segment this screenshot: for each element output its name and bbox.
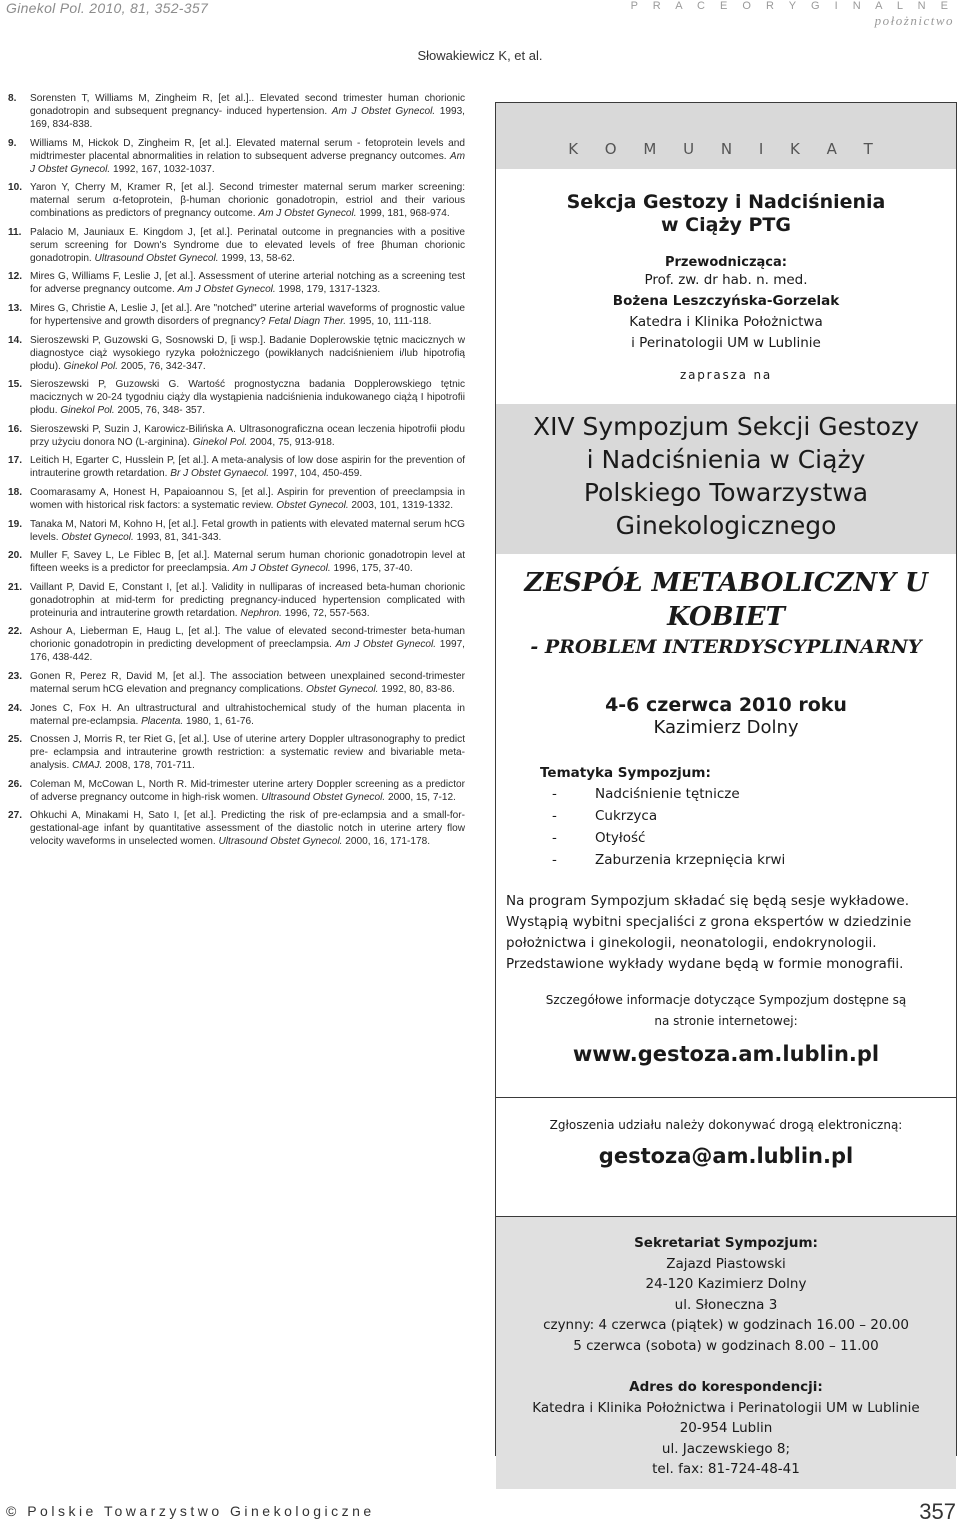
program-line: położnictwa i ginekologii, neonatologii, endokrynologii. bbox=[506, 935, 877, 951]
reference-fragment: Muller F, Savey L, Le Fiblec B, [et al.]. Maternal serum human chorionic gonadotropin level at fifteen weeks is a predictor for preeclampsia. bbox=[30, 550, 465, 575]
symposium-line: Ginekologicznego bbox=[615, 511, 837, 540]
reference-text bbox=[30, 581, 465, 620]
divider bbox=[496, 1097, 956, 1098]
journal-name: Am J Obstet Gynecol. bbox=[258, 208, 357, 220]
section-title: P R A C E O R Y G I N A L N E bbox=[630, 0, 954, 12]
reference-number: 26. bbox=[8, 778, 23, 790]
reference-number: 8. bbox=[8, 93, 17, 104]
reference-fragment: Ohkuchi A, Minakami H, Sato I, [et al.]. Predicting the risk of pre-eclampsia and a small-for-gestational-age infant by quantitative assessment of the diastolic notch in uterine artery flow velocity waveforms in unselected women. bbox=[30, 810, 465, 848]
reference-fragment: 2003, 101, 1319-1332. bbox=[348, 499, 454, 511]
reference-fragment: 2004, 75, 913-918. bbox=[247, 436, 335, 448]
organizer-line-1: Sekcja Gestozy i Nadciśnienia bbox=[566, 191, 886, 213]
journal-name: Placenta. bbox=[141, 715, 184, 727]
reference-text bbox=[30, 702, 465, 728]
reference-item bbox=[8, 302, 465, 328]
reference-number: 16. bbox=[8, 423, 23, 435]
reference-fragment: Coleman M, McCowan L, North R. Mid-trimester uterine artery Doppler screening as a predictor of adverse pregnancy outcome in high-risk women. bbox=[30, 778, 465, 803]
reference-item bbox=[8, 733, 465, 772]
reference-text bbox=[30, 518, 465, 544]
journal-name: Am J Obstet Gynecol. bbox=[232, 563, 331, 575]
reference-item bbox=[8, 270, 465, 296]
reference-number: 12. bbox=[8, 271, 23, 283]
symposium-title bbox=[496, 404, 956, 554]
journal-name: Ultrasound Obstet Gynecol. bbox=[94, 252, 219, 264]
program-description bbox=[496, 891, 956, 975]
topics-title: Tematyka Sympozjum: bbox=[540, 765, 711, 781]
reference-number: 17. bbox=[8, 455, 23, 467]
journal-name: Am J Obstet Gynecol. bbox=[177, 284, 276, 296]
topic-item: - Cukrzyca bbox=[552, 808, 658, 824]
reference-text bbox=[30, 270, 465, 296]
invites-text: zaprasza na bbox=[679, 368, 773, 382]
reference-fragment: 1992, 167, 1032-1037. bbox=[110, 163, 215, 175]
reference-text bbox=[30, 486, 465, 512]
topic-item: - Zaburzenia krzepnięcia krwi bbox=[552, 852, 786, 868]
reference-text bbox=[30, 670, 465, 696]
topic-label: Cukrzyca bbox=[595, 808, 658, 824]
symposium-place: Kazimierz Dolny bbox=[653, 717, 799, 738]
journal-name: Obstet Gynecol. bbox=[61, 531, 134, 543]
topic-item: - Otyłość bbox=[552, 830, 646, 846]
reference-item bbox=[8, 92, 465, 131]
reference-text bbox=[30, 226, 465, 265]
topics-list bbox=[540, 765, 956, 869]
address-line: 20-954 Lublin bbox=[679, 1420, 773, 1436]
reference-number: 27. bbox=[8, 810, 23, 822]
website-link[interactable]: www.gestoza.am.lublin.pl bbox=[572, 1042, 880, 1066]
topic-label: Nadciśnienie tętnicze bbox=[595, 786, 740, 802]
symposium-line: Polskiego Towarzystwa bbox=[583, 478, 869, 507]
reference-fragment: 1995, 10, 111-118. bbox=[346, 315, 432, 327]
reference-fragment: 1998, 179, 1317-1323. bbox=[275, 284, 381, 296]
reference-item bbox=[8, 778, 465, 804]
secretariat-line: 24-120 Kazimierz Dolny bbox=[645, 1276, 807, 1292]
running-authors: Słowakiewicz K, et al. bbox=[417, 48, 543, 63]
reference-number: 15. bbox=[8, 379, 23, 391]
chair-name: Bożena Leszczyńska-Gorzelak bbox=[612, 293, 840, 309]
reference-item bbox=[8, 226, 465, 265]
reference-fragment: 1980, 1, 61-76. bbox=[183, 715, 254, 727]
reference-text bbox=[30, 625, 465, 664]
reference-number: 23. bbox=[8, 670, 23, 682]
reference-fragment: 2000, 16, 171-178. bbox=[342, 836, 431, 848]
reference-fragment: Palacio M, Jauniaux E. Kingdom J, [et al.]. Perinatal outcome in pregnancies with a positive serum screening for Down's Syndrome due to elevated levels of free βhuman chorionic gonadotropin. bbox=[30, 226, 465, 264]
address-line: tel. fax: 81-724-48-41 bbox=[652, 1461, 800, 1477]
address-line: Katedra i Klinika Położnictwa i Perinatologii UM w Lublinie bbox=[532, 1399, 920, 1416]
secretariat-panel bbox=[496, 1216, 956, 1489]
secretariat-line: czynny: 4 czerwca (piątek) w godzinach 16.00 – 20.00 bbox=[543, 1317, 909, 1333]
reference-number: 22. bbox=[8, 626, 23, 638]
reference-text bbox=[30, 181, 465, 220]
reference-fragment: Ashour A, Lieberman E, Haug L, [et al.]. The value of elevated second-trimester beta-human chorionic gonadotropin in predicting development of preeclampsia. bbox=[30, 626, 465, 651]
reference-text bbox=[30, 423, 465, 449]
reference-fragment: Sieroszewski P, Guzowski G. Wartość prognostyczna badania Dopplerowskiego tętnic macicznych w 20-24 tygodniu ciąży dla wystąpienia nadciśnienia indukowanego ciążą I hipotrofii płodu. bbox=[30, 379, 465, 417]
journal-name: Ultrasound Obstet Gynecol. bbox=[261, 791, 386, 803]
reference-item bbox=[8, 454, 465, 480]
journal-name: Ginekol Pol. bbox=[192, 436, 248, 448]
reference-list bbox=[8, 92, 465, 854]
topic-label: Zaburzenia krzepnięcia krwi bbox=[595, 852, 786, 868]
reference-fragment: 1999, 13, 58-62. bbox=[218, 252, 295, 264]
registration-text: Zgłoszenia udziału należy dokonywać drogą elektroniczną: bbox=[549, 1118, 903, 1132]
journal-name: Am J Obstet Gynecol. bbox=[331, 106, 436, 117]
reference-item bbox=[8, 423, 465, 449]
address-line: ul. Jaczewskiego 8; bbox=[661, 1440, 791, 1457]
reference-item bbox=[8, 334, 465, 373]
reference-item bbox=[8, 625, 465, 664]
reference-fragment: 2008, 178, 701-711. bbox=[102, 760, 195, 772]
reference-fragment: 1999, 181, 968-974. bbox=[356, 208, 450, 220]
topic-item: - Nadciśnienie tętnicze bbox=[552, 786, 740, 802]
reference-fragment: 1996, 175, 37-40. bbox=[330, 563, 413, 575]
reference-fragment: Mires G, Williams F, Leslie J, [et al.]. Assessment of uterine arterial notching as a screening test for adverse pregnancy outcome. bbox=[30, 271, 465, 296]
topic-label: Otyłość bbox=[595, 830, 646, 846]
reference-fragment: Mires G, Christie A, Leslie J, [et al.]. Are "notched" uterine arterial waveforms of prognostic value for hypertensive and growth disorders of pregnancy? bbox=[30, 302, 465, 327]
address-title: Adres do korespondencji: bbox=[629, 1379, 823, 1395]
theme-subtitle: - PROBLEM INTERDYSCYPLINARNY bbox=[530, 636, 922, 658]
chair-department-1: Katedra i Klinika Położnictwa bbox=[629, 314, 823, 330]
reference-number: 11. bbox=[8, 226, 22, 238]
reference-number: 19. bbox=[8, 518, 23, 530]
chair-title: Prof. zw. dr hab. n. med. bbox=[644, 272, 808, 288]
reference-number: 18. bbox=[8, 486, 23, 498]
chair-department-2: i Perinatologii UM w Lublinie bbox=[631, 335, 821, 351]
reference-fragment: Leitich H, Egarter C, Husslein P, [et al.]. A meta-analysis of low dose aspirin for the prevention of intrauterine growth retardation. bbox=[30, 455, 465, 480]
reference-item bbox=[8, 809, 465, 848]
journal-name: Am J Obstet Gynecol. bbox=[30, 150, 465, 175]
reference-text bbox=[30, 454, 465, 480]
reference-fragment: Gonen R, Perez R, David M, [et al.]. The association between unexplained second-trimester maternal serum hCG elevation and pregnancy complications. bbox=[30, 670, 465, 695]
reference-item bbox=[8, 378, 465, 417]
reference-item bbox=[8, 581, 465, 620]
symposium-line: i Nadciśnienia w Ciąży bbox=[586, 445, 866, 474]
reference-text bbox=[30, 733, 465, 772]
reference-fragment: 1992, 80, 83-86. bbox=[378, 683, 455, 695]
komunikat-banner: K O M U N I K A T bbox=[496, 103, 956, 169]
reference-number: 24. bbox=[8, 702, 23, 714]
reference-number: 25. bbox=[8, 734, 23, 746]
reference-item bbox=[8, 549, 465, 575]
reference-number: 13. bbox=[8, 302, 23, 314]
reference-text bbox=[30, 92, 465, 131]
reference-fragment: 1997, 104, 450-459. bbox=[269, 468, 363, 480]
program-line: Na program Sympozjum składać się będą sesje wykładowe. bbox=[506, 893, 910, 909]
journal-name: Ginekol Pol. bbox=[63, 360, 119, 372]
journal-citation: Ginekol Pol. 2010, 81, 352-357 bbox=[6, 0, 209, 16]
reference-text bbox=[30, 302, 465, 328]
reference-text bbox=[30, 334, 465, 373]
reference-number: 10. bbox=[8, 182, 23, 194]
journal-name: Ginekol Pol. bbox=[60, 405, 115, 417]
reference-fragment: 1997, 176, 438-442. bbox=[30, 639, 465, 664]
footer-society: © Polskie Towarzystwo Ginekologiczne bbox=[6, 1503, 375, 1519]
email-link[interactable]: gestoza@am.lublin.pl bbox=[598, 1144, 854, 1168]
organizer-section bbox=[496, 191, 956, 237]
reference-text bbox=[30, 137, 465, 176]
theme-title: ZESPÓŁ METABOLICZNY U KOBIET bbox=[524, 568, 928, 632]
secretariat-line: Zajazd Piastowski bbox=[666, 1255, 786, 1272]
journal-name: Ultrasound Obstet Gynecol. bbox=[218, 836, 343, 848]
journal-name: Nephron. bbox=[240, 607, 282, 619]
reference-fragment: Sorensten T, Williams M, Zingheim R, [et al.].. Elevated second trimester human chorionic gonadotropin and subsequent pregnancy- induced hypertension. bbox=[30, 93, 465, 117]
reference-text bbox=[30, 549, 465, 575]
reference-item bbox=[8, 670, 465, 696]
reference-fragment: Williams M, Hickok D, Zingheim R, [et al.]. Elevated maternal serum - fetoprotein levels and midtrimester placental abnormalities in relation to subsequent adverse pregnancy outcomes. bbox=[30, 137, 465, 162]
reference-item bbox=[8, 181, 465, 220]
journal-name: Am J Obstet Gynecol. bbox=[335, 639, 437, 651]
reference-number: 21. bbox=[8, 581, 23, 593]
organizer-line-2: w Ciąży PTG bbox=[661, 214, 791, 236]
reference-item bbox=[8, 486, 465, 512]
reference-fragment: Tanaka M, Natori M, Kohno H, [et al.]. Fetal growth in patients with elevated maternal serum hCG levels. bbox=[30, 518, 465, 543]
reference-fragment: Cnossen J, Morris R, ter Riet G, [et al.]. Use of uterine artery Doppler ultrasonography to predict pre- eclampsia and intrauterine growth restriction: a systematic review and bivariable meta-analysis. bbox=[30, 734, 465, 772]
reference-fragment: 1993, 169, 834-838. bbox=[30, 106, 465, 130]
reference-item bbox=[8, 137, 465, 176]
journal-name: Obstet Gynecol. bbox=[306, 683, 379, 695]
secretariat-title: Sekretariat Sympozjum: bbox=[634, 1235, 818, 1251]
komunikat-box bbox=[495, 102, 957, 1477]
reference-fragment: 2005, 76, 342-347. bbox=[118, 360, 206, 372]
reference-fragment: Sieroszewski P, Guzowski G, Sosnowski D, [i wsp.]. Badanie Doplerowskie tętnic macicznych w diagnostyce ciąż wysokiego ryzyka położniczego (powikłanych nadciśnieniem i/lub hipotrofią płodu). bbox=[30, 334, 465, 372]
secretariat-line: 5 czerwca (sobota) w godzinach 8.00 – 11.00 bbox=[573, 1337, 879, 1354]
reference-text bbox=[30, 809, 465, 848]
reference-fragment: Yaron Y, Cherry M, Kramer R, [et al.]. Second trimester maternal serum marker screening: maternal serum α-fetoprotein, β-human chorionic gonadotropin, estriol and their various combinations as predictors of pregnancy outcome. bbox=[30, 182, 465, 220]
journal-name: Br J Obstet Gynaecol. bbox=[170, 468, 270, 480]
journal-name: CMAJ. bbox=[72, 760, 103, 772]
reference-fragment: 1993, 81, 341-343. bbox=[133, 531, 222, 543]
secretariat-line: ul. Słoneczna 3 bbox=[674, 1296, 778, 1313]
page-number: 357 bbox=[919, 1499, 956, 1524]
reference-fragment: 2005, 76, 348- 357. bbox=[114, 405, 206, 417]
section-subtitle: położnictwo bbox=[874, 13, 954, 28]
reference-fragment: Sieroszewski P, Suzin J, Karowicz-Bilińska A. Ultrasonograficzna ocean leczenia hipotrofii płodu przy użyciu donora NO (L-arginina). bbox=[30, 423, 465, 448]
info-text bbox=[496, 990, 956, 1032]
symposium-line: XIV Sympozjum Sekcji Gestozy bbox=[532, 412, 920, 441]
reference-number: 9. bbox=[8, 137, 17, 149]
reference-text bbox=[30, 778, 465, 804]
reference-fragment: 1996, 72, 557-563. bbox=[281, 607, 370, 619]
reference-fragment: 2000, 15, 7-12. bbox=[385, 791, 456, 803]
program-line: Wystąpią wybitni specjaliści z grona ekspertów w dziedzinie bbox=[506, 914, 912, 930]
reference-number: 20. bbox=[8, 550, 23, 562]
reference-fragment: Coomarasamy A, Honest H, Papaioannou S, [et al.]. Aspirin for prevention of preeclampsia in women with historical risk factors: a systematic review. bbox=[30, 486, 465, 511]
info-line-1: Szczegółowe informacje dotyczące Sympozjum dostępne są bbox=[545, 993, 907, 1007]
journal-name: Obstet Gynecol. bbox=[276, 499, 349, 511]
reference-text bbox=[30, 378, 465, 417]
info-line-2: na stronie internetowej: bbox=[654, 1014, 798, 1028]
section-header bbox=[631, 0, 954, 29]
reference-fragment: Jones C, Fox H. An ultrastructural and ultrahistochemical study of the human placenta in maternal pre-eclampsia. bbox=[30, 702, 465, 727]
reference-item bbox=[8, 702, 465, 728]
symposium-date: 4-6 czerwca 2010 roku bbox=[605, 694, 847, 716]
program-line: Przedstawione wykłady wydane będą w formie monografii. bbox=[506, 956, 904, 972]
reference-fragment: Vaillant P, David E, Constant I, [et al.]. Validity in nulliparas of increased beta-human chorionic gonadotrophin at mid-term for predicting pregnancy-induced hypertension complicated with proteinuria and intrauterine growth retardation. bbox=[30, 581, 465, 619]
chair-label: Przewodnicząca: bbox=[664, 255, 787, 270]
journal-name: Fetal Diagn Ther. bbox=[268, 315, 347, 327]
reference-number: 14. bbox=[8, 334, 23, 346]
reference-item bbox=[8, 518, 465, 544]
